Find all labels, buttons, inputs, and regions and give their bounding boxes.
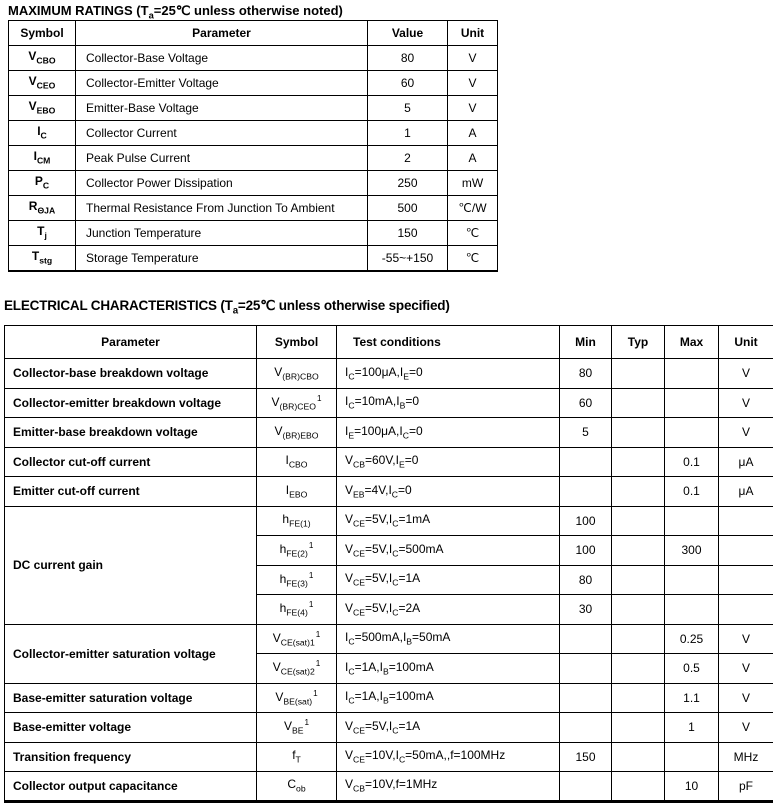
cell-symbol: $V_{CE(sat)2}^1$ [257,654,337,684]
cell-min: 100 [560,506,612,536]
cell-max: 0.25 [665,624,719,654]
cell-test-conditions: $V_{CE}=5V,I_C=1A$ [337,713,560,743]
cell-symbol: $R_{\Theta JA}$ [9,196,76,221]
col-header-value: Value [368,21,448,46]
cell-symbol: $h_{FE(3)}^1$ [257,565,337,595]
cell-unit: V [719,654,773,684]
table-row [9,71,498,96]
cell-max [665,359,719,389]
cell-typ [612,683,665,713]
cell-symbol: $V_{(BR)CEO}^1$ [257,388,337,418]
cell-min [560,477,612,507]
table-header-row [5,326,773,359]
cell-test-conditions: $I_C=100\mu A,I_E=0$ [337,359,560,389]
cell-unit: V [719,713,773,743]
cell-typ [612,388,665,418]
cell-symbol: $V_{(BR)EBO}$ [257,418,337,448]
cell-unit: V [719,359,773,389]
cell-parameter: Collector-Emitter Voltage [76,71,368,96]
cell-parameter: Collector-emitter saturation voltage [5,624,257,683]
cell-typ [612,595,665,625]
cell-parameter: Emitter cut-off current [5,477,257,507]
cell-symbol: $C_{ob}$ [257,772,337,802]
cell-unit: μA [719,477,773,507]
cell-min: 150 [560,742,612,772]
electrical-characteristics-title: ELECTRICAL CHARACTERISTICS ($T_a=25℃$ unless otherwise specified) [4,298,450,317]
cell-parameter: Collector-Base Voltage [76,46,368,71]
col-header-symbol: Symbol [9,21,76,46]
table-row [9,46,498,71]
cell-typ [612,506,665,536]
cell-unit: A [448,121,498,146]
table-row [9,221,498,246]
cell-min: 80 [560,359,612,389]
cell-typ [612,772,665,802]
cell-unit: μA [719,447,773,477]
cell-max: 1.1 [665,683,719,713]
cell-symbol: $V_{(BR)CBO}$ [257,359,337,389]
cell-value: 2 [368,146,448,171]
col-header-parameter: Parameter [76,21,368,46]
cell-parameter: Collector Power Dissipation [76,171,368,196]
cell-max: 0.1 [665,477,719,507]
cell-unit: V [719,418,773,448]
cell-parameter: Collector cut-off current [5,447,257,477]
cell-symbol: $V_{CEO}$ [9,71,76,96]
cell-parameter: Collector output capacitance [5,772,257,802]
cell-symbol: $I_C$ [9,121,76,146]
cell-min: 30 [560,595,612,625]
cell-parameter: Peak Pulse Current [76,146,368,171]
cell-parameter: Transition frequency [5,742,257,772]
cell-unit: V [719,624,773,654]
cell-parameter: Storage Temperature [76,246,368,271]
cell-max [665,506,719,536]
table-row [5,742,773,772]
table-row [9,196,498,221]
cell-symbol: $T_{stg}$ [9,246,76,271]
col-header-unit: Unit [448,21,498,46]
cell-symbol: $V_{EBO}$ [9,96,76,121]
cell-symbol: $T_j$ [9,221,76,246]
cell-parameter: DC current gain [5,506,257,624]
cell-parameter: Collector-emitter breakdown voltage [5,388,257,418]
col-header-parameter: Parameter [5,326,257,359]
cell-test-conditions: $I_C=1A,I_B=100mA$ [337,654,560,684]
table-row [9,246,498,271]
cell-max [665,418,719,448]
cell-parameter: Collector-base breakdown voltage [5,359,257,389]
col-header-unit: Unit [719,326,773,359]
cell-min [560,683,612,713]
col-header-max: Max [665,326,719,359]
cell-symbol: $V_{CE(sat)1}^1$ [257,624,337,654]
cell-unit [719,506,773,536]
col-header-test-conditions: Test conditions [337,326,560,359]
cell-unit: ℃ [448,246,498,271]
cell-test-conditions: $V_{EB}=4V,I_C=0$ [337,477,560,507]
cell-value: 500 [368,196,448,221]
table-row [5,477,773,507]
cell-test-conditions: $I_C=1A,I_B=100mA$ [337,683,560,713]
cell-typ [612,418,665,448]
cell-max: 0.5 [665,654,719,684]
table-row [5,447,773,477]
col-header-symbol: Symbol [257,326,337,359]
col-header-typ: Typ [612,326,665,359]
table-row [5,418,773,448]
cell-unit: V [448,71,498,96]
cell-test-conditions: $I_C=10mA,I_B=0$ [337,388,560,418]
maximum-ratings-table [8,20,498,272]
cell-test-conditions: $V_{CE}=5V,I_C=1A$ [337,565,560,595]
cell-unit: mW [448,171,498,196]
cell-min [560,447,612,477]
table-row [5,388,773,418]
cell-test-conditions: $V_{CE}=10V,I_C=50mA,,f=100MHz$ [337,742,560,772]
cell-value: 80 [368,46,448,71]
cell-value: -55~+150 [368,246,448,271]
cell-typ [612,447,665,477]
cell-symbol: $I_{CBO}$ [257,447,337,477]
table-row [5,624,773,654]
cell-symbol: $h_{FE(4)}^1$ [257,595,337,625]
cell-unit: V [719,683,773,713]
cell-test-conditions: $V_{CE}=5V,I_C=2A$ [337,595,560,625]
cell-parameter: Junction Temperature [76,221,368,246]
cell-unit: ℃/W [448,196,498,221]
cell-max [665,742,719,772]
cell-parameter: Base-emitter voltage [5,713,257,743]
cell-parameter: Emitter-base breakdown voltage [5,418,257,448]
cell-parameter: Emitter-Base Voltage [76,96,368,121]
cell-symbol: $f_T$ [257,742,337,772]
cell-min [560,654,612,684]
cell-min [560,624,612,654]
cell-symbol: $h_{FE(1)}$ [257,506,337,536]
cell-value: 1 [368,121,448,146]
cell-value: 150 [368,221,448,246]
cell-symbol: $I_{EBO}$ [257,477,337,507]
cell-typ [612,477,665,507]
cell-test-conditions: $V_{CB}=60V,I_E=0$ [337,447,560,477]
electrical-characteristics-table [4,325,773,803]
cell-max: 1 [665,713,719,743]
cell-min: 5 [560,418,612,448]
cell-max: 0.1 [665,447,719,477]
cell-max [665,595,719,625]
cell-min: 60 [560,388,612,418]
col-header-min: Min [560,326,612,359]
cell-unit [719,595,773,625]
cell-max [665,565,719,595]
cell-symbol: $I_{CM}$ [9,146,76,171]
cell-typ [612,654,665,684]
table-row [5,506,773,536]
cell-test-conditions: $V_{CB}=10V,f=1MHz$ [337,772,560,802]
cell-unit: pF [719,772,773,802]
cell-typ [612,742,665,772]
cell-typ [612,359,665,389]
cell-max: 10 [665,772,719,802]
cell-unit: V [719,388,773,418]
cell-min [560,772,612,802]
table-row [9,171,498,196]
cell-symbol: $P_C$ [9,171,76,196]
table-header-row [9,21,498,46]
cell-value: 5 [368,96,448,121]
cell-min [560,713,612,743]
cell-symbol: $V_{BE(sat)}^1$ [257,683,337,713]
cell-max: 300 [665,536,719,566]
cell-max [665,388,719,418]
table-row [5,713,773,743]
cell-unit: ℃ [448,221,498,246]
table-row [9,96,498,121]
cell-typ [612,536,665,566]
cell-unit: MHz [719,742,773,772]
table-row [9,146,498,171]
maximum-ratings-title: MAXIMUM RATINGS ($T_a=25℃$ unless otherwise noted) [8,3,343,21]
cell-test-conditions: $I_E=100\mu A,I_C=0$ [337,418,560,448]
cell-typ [612,713,665,743]
cell-unit [719,565,773,595]
table-row [5,772,773,802]
cell-symbol: $V_{BE}^1$ [257,713,337,743]
cell-symbol: $h_{FE(2)}^1$ [257,536,337,566]
cell-parameter: Collector Current [76,121,368,146]
cell-parameter: Base-emitter saturation voltage [5,683,257,713]
cell-symbol: $V_{CBO}$ [9,46,76,71]
table-row [9,121,498,146]
cell-typ [612,624,665,654]
table-row [5,359,773,389]
cell-unit: V [448,46,498,71]
cell-parameter: Thermal Resistance From Junction To Ambient [76,196,368,221]
cell-unit [719,536,773,566]
cell-min: 100 [560,536,612,566]
cell-min: 80 [560,565,612,595]
cell-test-conditions: $V_{CE}=5V,I_C=500mA$ [337,536,560,566]
table-row [5,683,773,713]
cell-unit: A [448,146,498,171]
cell-value: 250 [368,171,448,196]
cell-test-conditions: $V_{CE}=5V,I_C=1mA$ [337,506,560,536]
cell-unit: V [448,96,498,121]
cell-test-conditions: $I_C=500mA,I_B=50mA$ [337,624,560,654]
cell-typ [612,565,665,595]
cell-value: 60 [368,71,448,96]
